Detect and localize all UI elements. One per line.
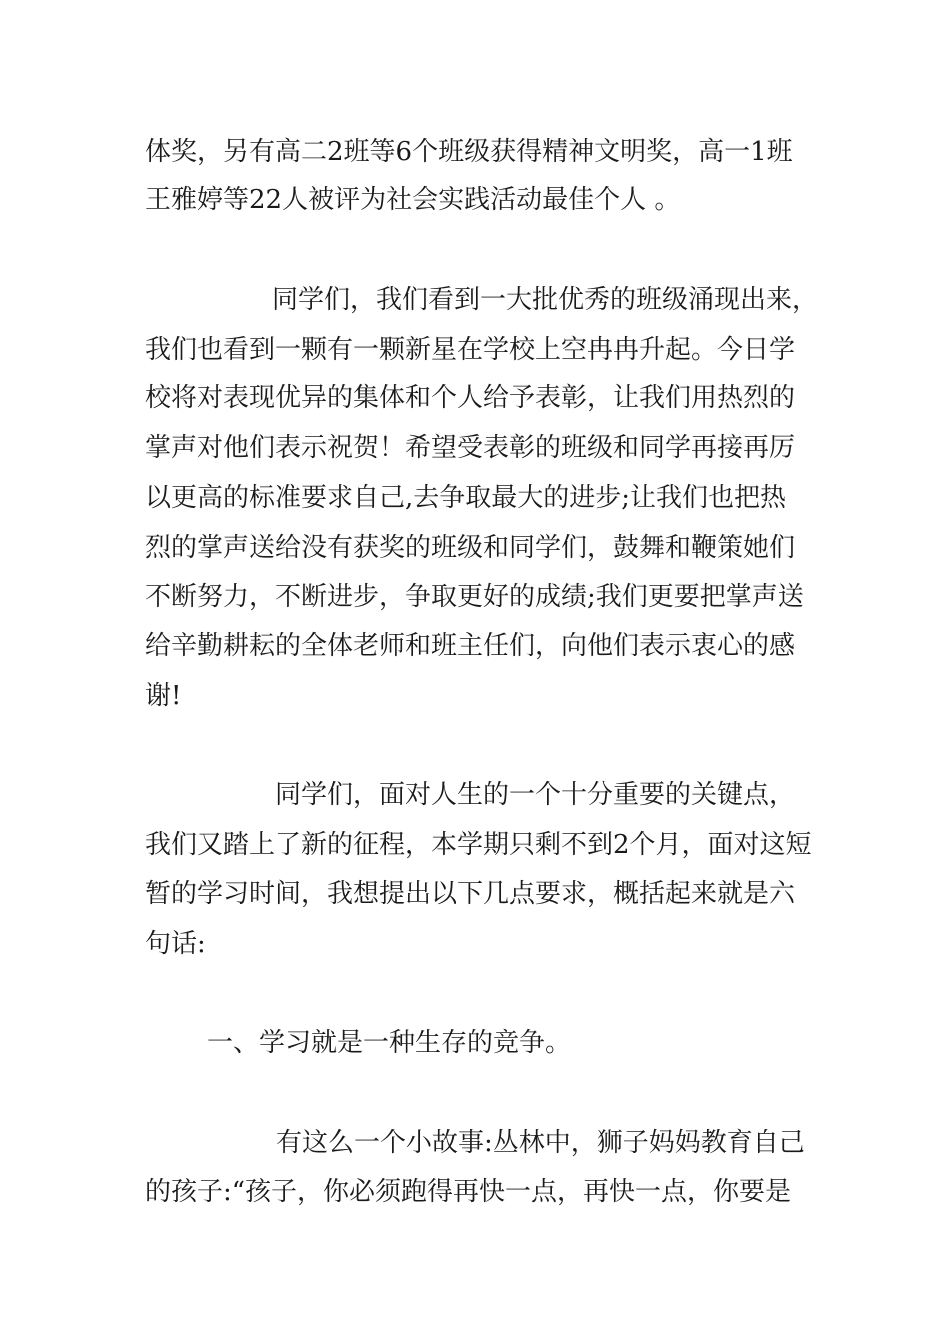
text-line: 暂的学习时间，我想提出以下几点要求，概括起来就是六 [145, 879, 796, 909]
text-line: 我们又踏上了新的征程，本学期只剩不到2个月，面对这短 [145, 830, 812, 860]
text-line: 掌声对他们表示祝贺！希望受表彰的班级和同学再接再厉 [145, 433, 796, 463]
text-line: 的孩子:“孩子，你必须跑得再快一点，再快一点，你要是 [145, 1177, 792, 1207]
text-line: 同学们，面对人生的一个十分重要的关键点， [275, 780, 796, 810]
text-line: 体奖，另有高二2班等6个班级获得精神文明奖，高一1班 [145, 137, 793, 167]
text-line: 王雅婷等22人被评为社会实践活动最佳个人 。 [145, 185, 681, 215]
text-line: 校将对表现优异的集体和个人给予表彰，让我们用热烈的 [145, 383, 796, 413]
text-line: 给辛勤耕耘的全体老师和班主任们，向他们表示衷心的感 [145, 631, 796, 661]
text-line: 谢! [145, 681, 182, 711]
text-line: 烈的掌声送给没有获奖的班级和同学们，鼓舞和鞭策她们 [145, 533, 796, 563]
text-line: 以更高的标准要求自己,去争取最大的进步;让我们也把热 [145, 483, 787, 513]
text-line: 不断努力，不断进步，争取更好的成绩;我们更要把掌声送 [145, 582, 804, 612]
text-line: 句话: [145, 929, 206, 959]
text-line: 有这么一个小故事:丛林中，狮子妈妈教育自己 [276, 1128, 805, 1158]
text-line: 我们也看到一颗有一颗新星在学校上空冉冉升起。今日学 [145, 335, 796, 365]
section-heading: 一、学习就是一种生存的竞争。 [207, 1028, 572, 1058]
text-line: 同学们，我们看到一大批优秀的班级涌现出来， [272, 285, 819, 315]
